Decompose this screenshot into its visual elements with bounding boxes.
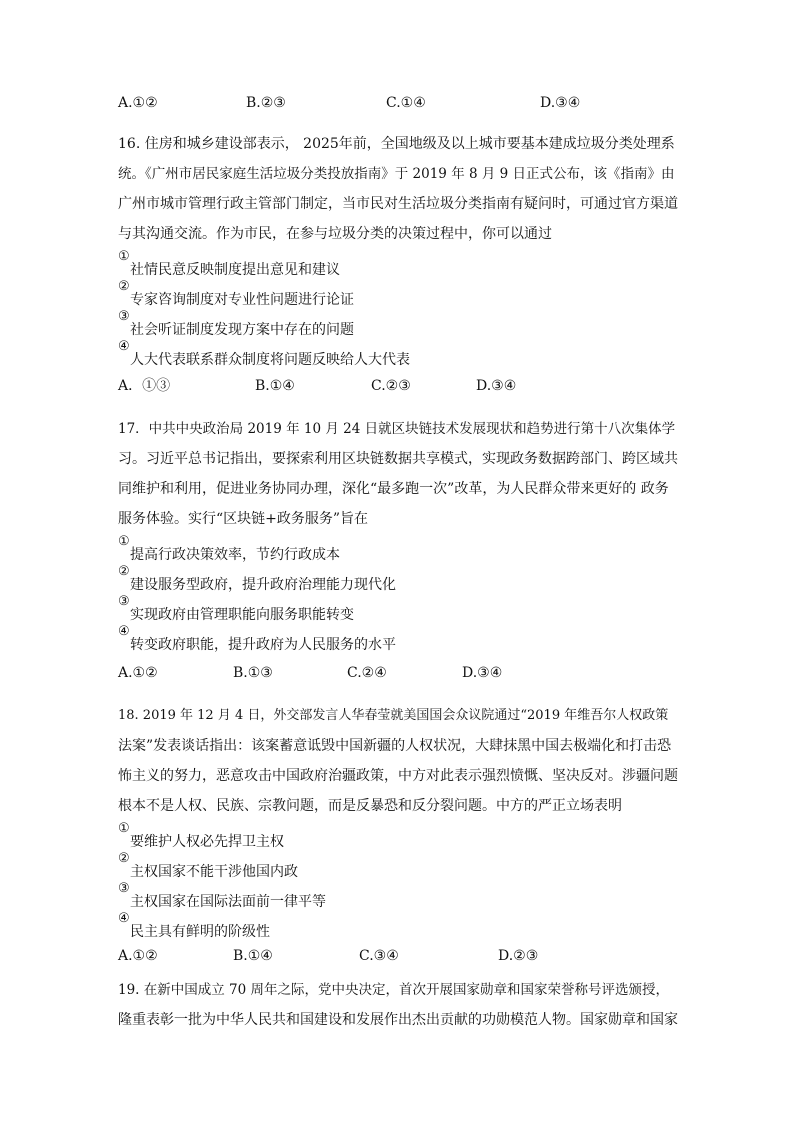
q17-line-3: 同维护和利用，促进业务协同办理，深化“最多跑一次”改革，为人民群众带来更好的 政务 <box>118 481 669 497</box>
option-c: C.②③ <box>371 378 411 394</box>
option-b: B.①④ <box>233 948 273 964</box>
q18-options <box>0 946 794 968</box>
q16-options <box>0 376 794 398</box>
q18-line-2: 法案”发表谈话指出：该案蓄意诋毁中国新疆的人权状况，大肆抹黑中国去极端化和打击恐 <box>118 738 672 754</box>
item-number: ② <box>118 851 130 866</box>
option-c: C.③④ <box>359 948 399 964</box>
option-a: A．①③ <box>118 378 171 394</box>
q18-line-4: 根本不是人权、民族、宗教问题，而是反暴恐和反分裂问题。中方的严正立场表明 <box>118 798 622 814</box>
item-text: 专家咨询制度对专业性问题进行论证 <box>130 292 354 308</box>
option-b: B.①④ <box>255 378 295 394</box>
item-number: ③ <box>118 309 130 324</box>
option-a: A.①② <box>118 948 158 964</box>
q17-options <box>0 663 794 685</box>
q19-line-2: 隆重表彰一批为中华人民共和国建设和发展作出杰出贡献的功勋模范人物。国家勋章和国家 <box>118 1012 678 1028</box>
q17-line-4: 服务体验。实行“区块链+政务服务”旨在 <box>118 511 369 527</box>
option-a: A.①② <box>118 95 158 111</box>
item-text: 提高行政决策效率，节约行政成本 <box>130 547 340 563</box>
item-number: ② <box>118 564 130 579</box>
option-b: B.①③ <box>233 665 273 681</box>
item-number: ④ <box>118 624 130 639</box>
item-text: 主权国家在国际法面前一律平等 <box>130 894 326 910</box>
option-d: D.③④ <box>462 665 503 681</box>
item-number: ① <box>118 534 130 549</box>
item-text: 社会听证制度发现方案中存在的问题 <box>130 322 354 338</box>
item-text: 社情民意反映制度提出意见和建议 <box>130 262 340 278</box>
option-a: A.①② <box>118 665 158 681</box>
item-number: ② <box>118 279 130 294</box>
q18-line-1: 18. 2019 年 12 月 4 日，外交部发言人华春莹就美国国会众议院通过“2019 年维吾尔人权政策 <box>118 708 669 723</box>
option-d: D.②③ <box>498 948 539 964</box>
q16-line-1: 16. 住房和城乡建设部表示， 2025年前，全国地级及以上城市要基本建成垃圾分类处理系 <box>118 136 675 152</box>
item-text: 要维护人权必先捍卫主权 <box>130 834 284 850</box>
q18-line-3: 怖主义的努力，恶意攻击中国政府治疆政策，中方对此表示强烈愤慨、坚决反对。涉疆问题 <box>118 768 678 784</box>
item-text: 民主具有鲜明的阶级性 <box>130 924 270 940</box>
option-d: D.③④ <box>540 95 581 111</box>
item-text: 实现政府由管理职能向服务职能转变 <box>130 607 354 623</box>
item-number: ① <box>118 821 130 836</box>
q16-line-2: 统。《广州市居民家庭生活垃圾分类投放指南》于 2019 年 8 月 9 日正式公布，该《指南》由 <box>118 166 675 182</box>
option-c: C.②④ <box>347 665 387 681</box>
item-text: 建设服务型政府，提升政府治理能力现代化 <box>130 577 396 593</box>
item-number: ③ <box>118 881 130 896</box>
q16-line-3: 广州市城市管理行政主管部门制定，当市民对生活垃圾分类指南有疑问时，可通过官方渠道 <box>118 196 678 212</box>
q19-line-1: 19. 在新中国成立 70 周年之际，党中央决定，首次开展国家勋章和国家荣誉称号评选颁授， <box>118 982 670 998</box>
q17-line-2: 习。习近平总书记指出，要探索利用区块链数据共享模式，实现政务数据跨部门、跨区域共 <box>118 451 678 467</box>
option-b: B.②③ <box>246 95 286 111</box>
item-text: 主权国家不能干涉他国内政 <box>130 864 298 880</box>
option-c: C.①④ <box>386 95 426 111</box>
item-text: 人大代表联系群众制度将问题反映给人大代表 <box>130 352 410 368</box>
item-number: ④ <box>118 911 130 926</box>
q17-line-1: 17．中共中央政治局 2019 年 10 月 24 日就区块链技术发展现状和趋势进行第十八次集体学 <box>118 421 676 437</box>
item-number: ④ <box>118 339 130 354</box>
item-number: ③ <box>118 594 130 609</box>
item-number: ① <box>118 249 130 264</box>
q16-line-4: 与其沟通交流。作为市民，在参与垃圾分类的决策过程中，你可以通过 <box>118 226 552 242</box>
item-text: 转变政府职能，提升政府为人民服务的水平 <box>130 637 396 653</box>
option-d: D.③④ <box>476 378 517 394</box>
q15-options <box>0 93 794 115</box>
